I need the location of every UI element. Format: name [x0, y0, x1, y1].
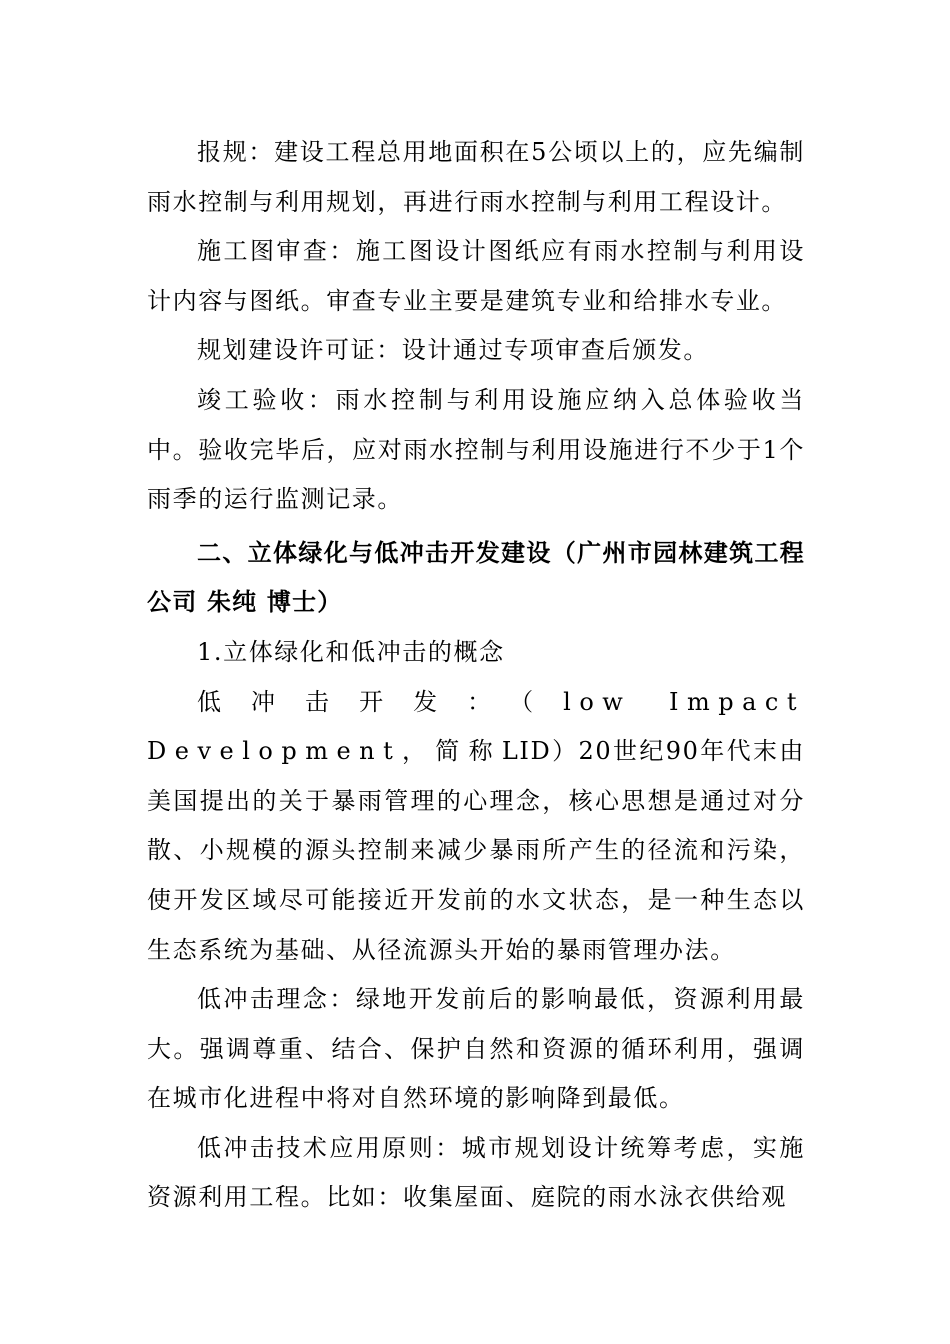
paragraph-drawing-review: 施工图审查：施工图设计图纸应有雨水控制与利用设计内容与图纸。审查专业主要是建筑专业和给排水专业。: [147, 237, 805, 315]
paragraph-planning-permit: 规划建设许可证：设计通过专项审查后颁发。: [197, 336, 709, 365]
subsection-heading: 1.立体绿化和低冲击的概念: [197, 637, 505, 666]
lid-definition-rest: LID）20世纪90年代末由美国提出的关于暴雨管理的心理念，核心思想是通过对分散、小规模的源头控制来减少暴雨所产生的径流和污染，使开发区域尽可能接近开发前的水文状态，是一种生态以生态系统为基础、从径流源头开始的暴雨管理办法。: [147, 737, 806, 964]
paragraph-report-planning: 报规：建设工程总用地面积在5公顷以上的，应先编制雨水控制与利用规划，再进行雨水控制与利用工程设计。: [147, 138, 805, 216]
paragraph-low-impact-principles: 低冲击技术应用原则：城市规划设计统筹考虑，实施资源利用工程。比如：收集屋面、庭院的雨水泳衣供给观: [147, 1133, 805, 1212]
section-heading: 二、立体绿化与低冲击开发建设（广州市园林建筑工程公司 朱纯 博士）: [147, 538, 805, 617]
paragraph-low-impact-concept: 低冲击理念：绿地开发前后的影响最低，资源利用最大。强调尊重、结合、保护自然和资源的循环利用，强调在城市化进程中将对自然环境的影响降到最低。: [147, 985, 805, 1113]
paragraph-completion-acceptance: 竣工验收：雨水控制与利用设施应纳入总体验收当中。验收完毕后，应对雨水控制与利用设施进行不少于1个雨季的运行监测记录。: [147, 385, 805, 514]
document-body: [147, 128, 805, 1223]
paragraph-lid-definition: [147, 678, 805, 976]
lid-definition-lead: 低冲击开发：（low Impact Development，简称: [147, 687, 805, 766]
